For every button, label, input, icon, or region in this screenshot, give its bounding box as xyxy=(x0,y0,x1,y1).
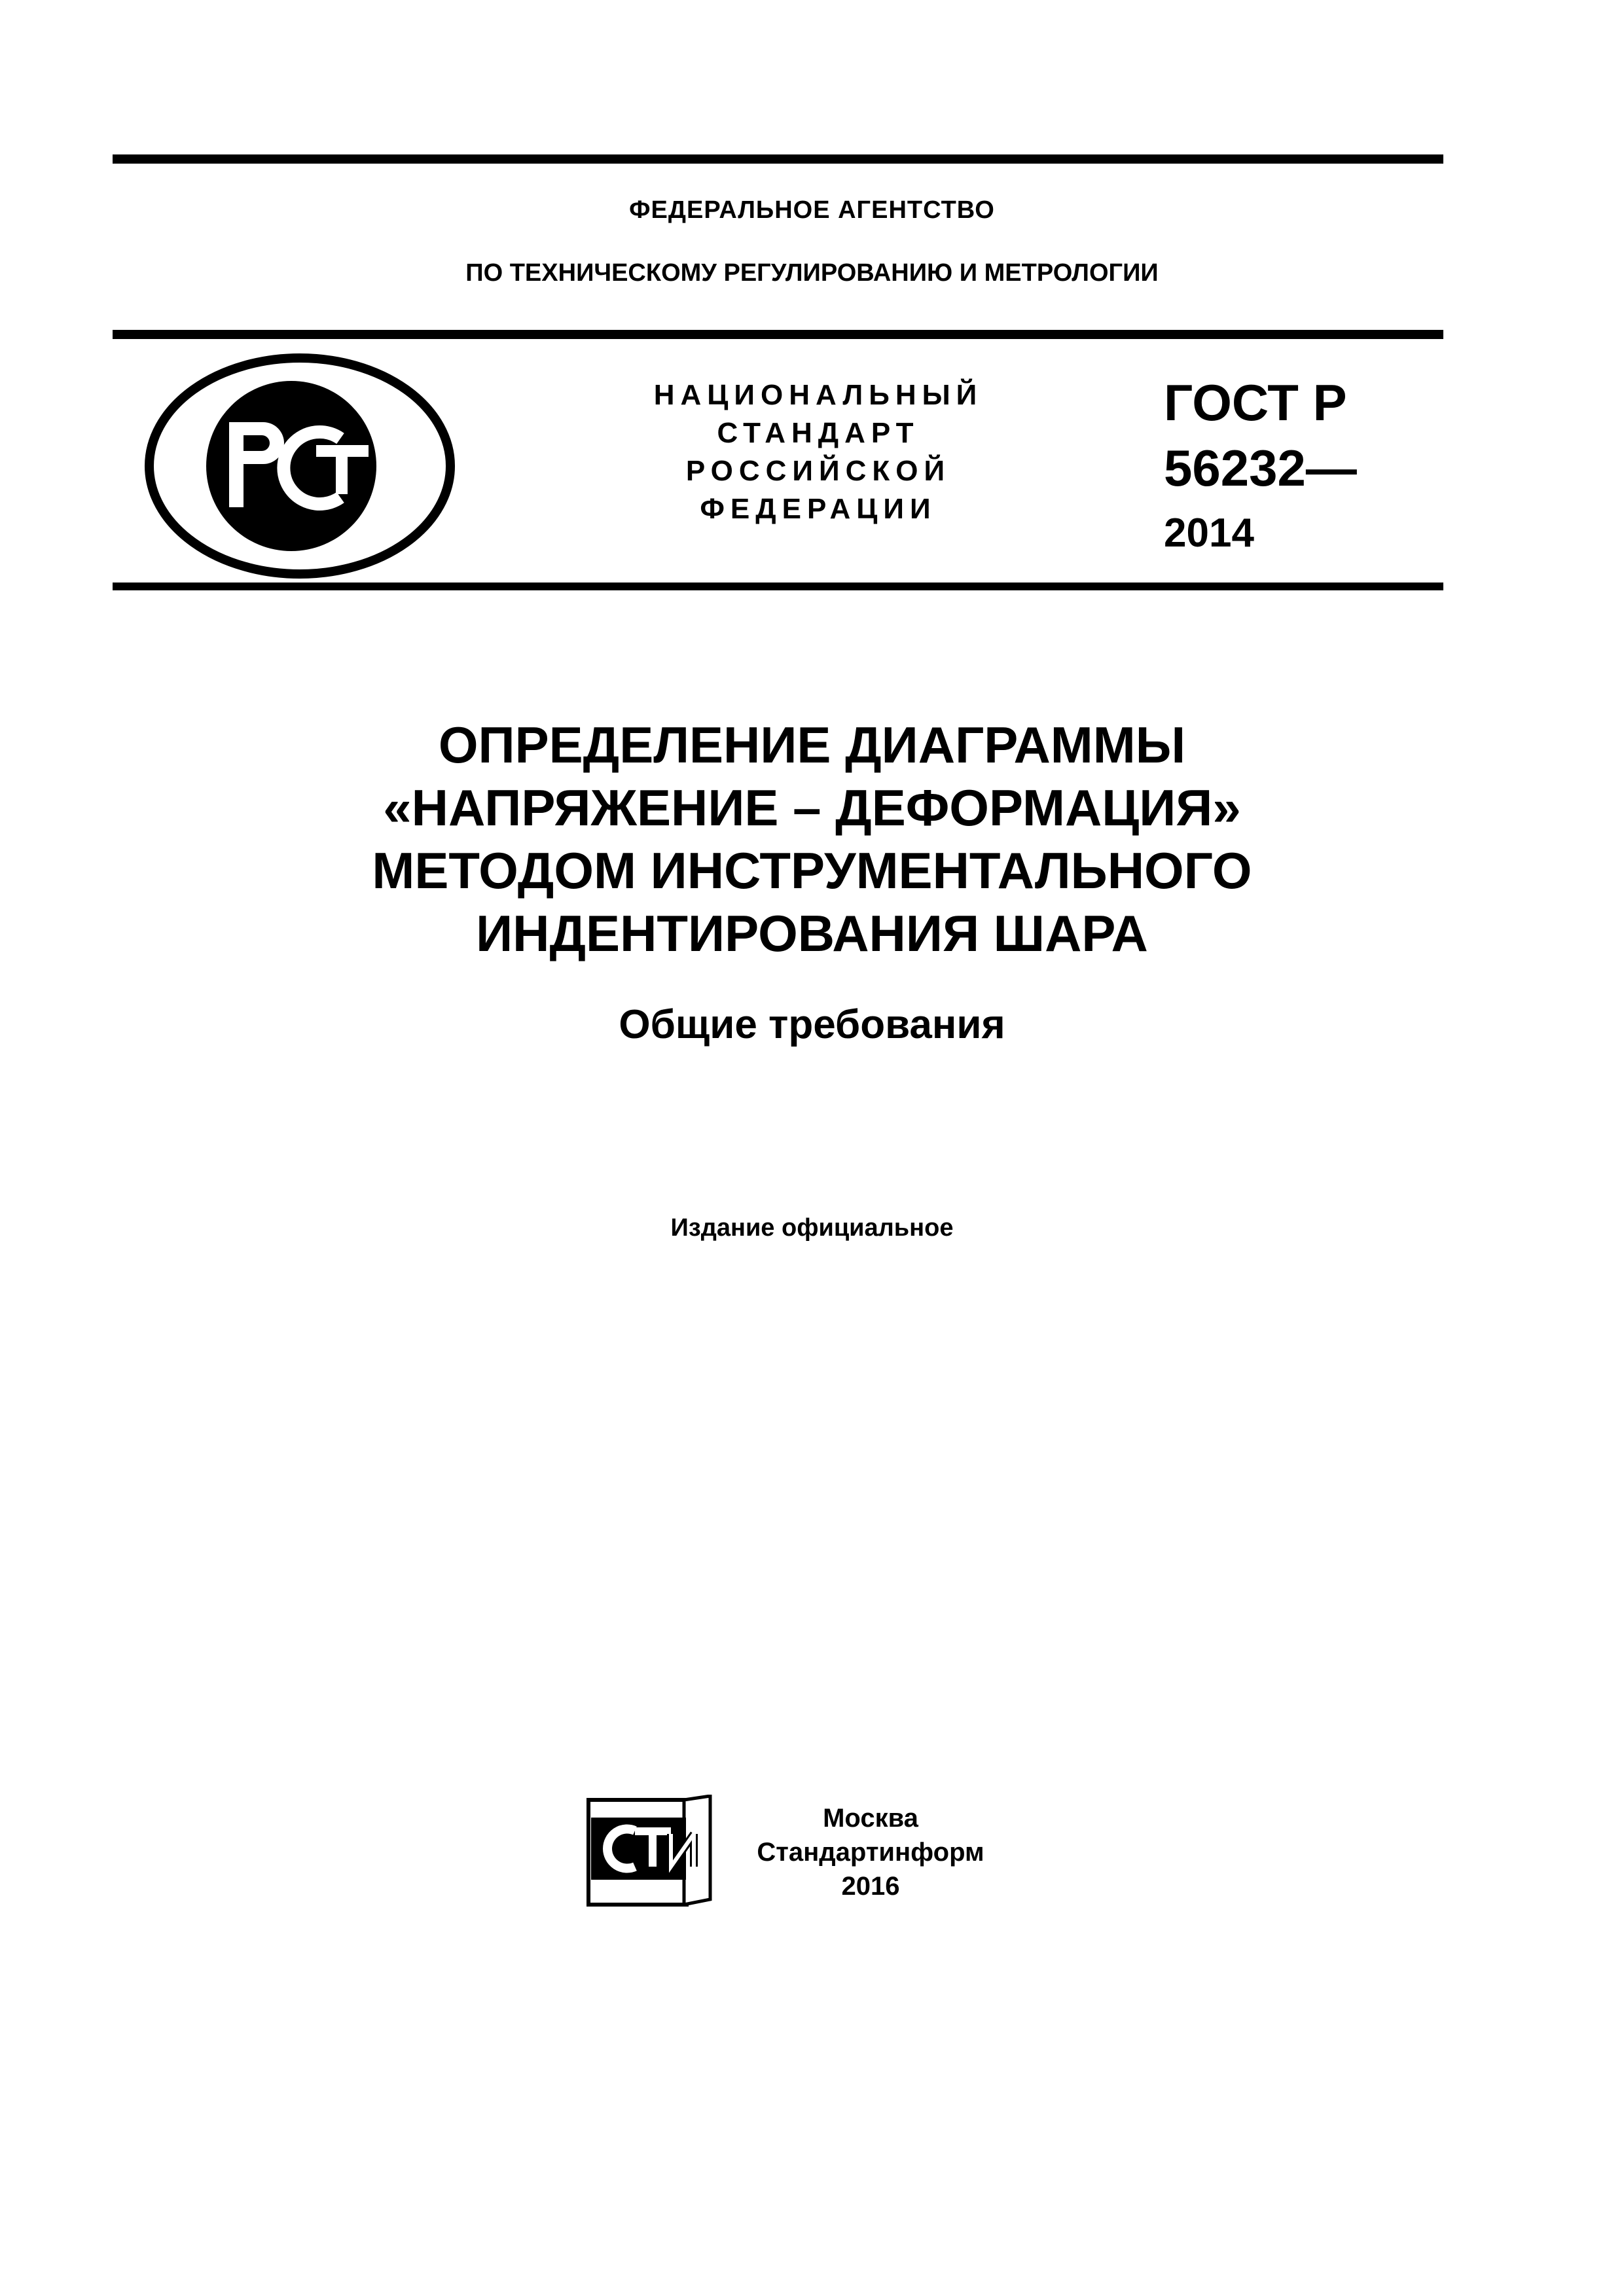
publisher-name: Стандартинформ xyxy=(757,1838,984,1867)
title-line-3: МЕТОДОМ ИНСТРУМЕНТАЛЬНОГО xyxy=(372,842,1252,899)
standard-type-line-1: НАЦИОНАЛЬНЫЙ xyxy=(653,379,983,411)
publisher-city: Москва xyxy=(823,1804,918,1833)
designation-line-2: 56232— xyxy=(1164,439,1357,497)
standard-type-line-2: СТАНДАРТ xyxy=(717,417,920,449)
rst-certification-mark-icon xyxy=(141,350,459,583)
top-rule xyxy=(113,154,1443,164)
standard-type-block xyxy=(615,376,1021,528)
title-line-1: ОПРЕДЕЛЕНИЕ ДИАГРАММЫ xyxy=(438,716,1186,774)
document-title xyxy=(0,713,1624,965)
publisher-info xyxy=(720,1801,1021,1903)
standard-designation xyxy=(1164,370,1426,566)
standard-type-line-3: РОССИЙСКОЙ xyxy=(685,455,951,487)
title-line-2: «НАПРЯЖЕНИЕ – ДЕФОРМАЦИЯ» xyxy=(383,779,1241,836)
rst-logo xyxy=(141,350,459,583)
header-divider-rule xyxy=(113,330,1443,339)
designation-line-1: ГОСТ Р xyxy=(1164,374,1347,431)
agency-line-2: ПО ТЕХНИЧЕСКОМУ РЕГУЛИРОВАНИЮ И МЕТРОЛОГИИ xyxy=(465,259,1159,287)
edition-label: Издание официальное xyxy=(670,1214,954,1242)
publisher-year: 2016 xyxy=(841,1872,900,1901)
agency-line-1: ФЕДЕРАЛЬНОЕ АГЕНТСТВО xyxy=(629,196,995,224)
publisher-logo xyxy=(586,1795,713,1909)
document-subtitle: Общие требования xyxy=(619,1002,1005,1047)
standartinform-logo-icon xyxy=(586,1795,713,1909)
designation-line-3: 2014 xyxy=(1164,511,1254,556)
standard-type-line-4: ФЕДЕРАЦИИ xyxy=(700,493,937,525)
title-line-4: ИНДЕНТИРОВАНИЯ ШАРА xyxy=(476,905,1148,962)
header-bottom-rule xyxy=(113,583,1443,590)
